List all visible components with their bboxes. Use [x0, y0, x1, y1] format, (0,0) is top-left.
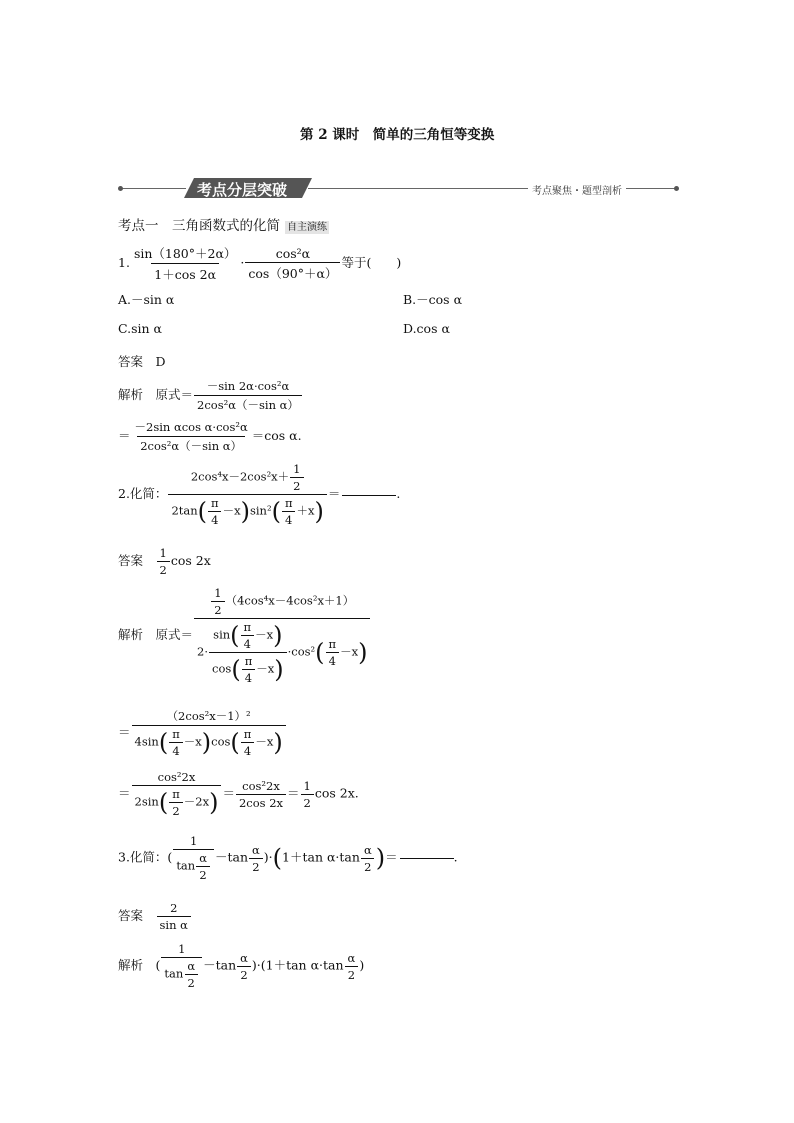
section-label: 考点一 三角函数式的化简 [118, 218, 280, 234]
minus-x: －x [183, 734, 202, 749]
q2-a3-den: 2sin( $\frac{\pi}{2}$ －2x) [132, 785, 222, 818]
banner-dot-left [118, 186, 123, 191]
section-tag: 自主演练 [286, 222, 327, 233]
q1-s1-num: －sin 2α·cos²α [206, 379, 290, 393]
answer-label: 答案 [118, 354, 144, 369]
four: 4 [241, 742, 254, 758]
minus-x: －x [255, 627, 274, 642]
alpha: α [240, 950, 248, 965]
two: 2 [345, 966, 358, 982]
four: 4 [169, 742, 182, 758]
close-paren: ) [359, 957, 365, 973]
alpha: α [199, 851, 207, 865]
q2-analysis-3 [118, 770, 359, 818]
open-paren: ( [155, 957, 161, 973]
q1-analysis-2 [118, 419, 302, 454]
q1-option-c: C.sin α [118, 321, 162, 336]
minus-x: －x [256, 661, 275, 676]
four: 4 [282, 511, 295, 527]
q2-stem [118, 462, 400, 527]
q3-number: 3.化简：( [118, 849, 173, 865]
pi: π [244, 654, 253, 668]
two: 2 [169, 802, 182, 818]
eq: ＝ [118, 785, 131, 801]
minus-tan: －tan [203, 957, 237, 973]
page-title: 第 2 课时 简单的三角恒等变换 [300, 127, 495, 143]
half-den: 2 [290, 477, 303, 493]
q2-a4-frac [236, 779, 286, 810]
half-num: 1 [214, 586, 222, 600]
four: 4 [326, 652, 339, 668]
q2-a3-frac [132, 770, 222, 818]
answer-label: 答案 [118, 908, 144, 923]
q1-number: 1. [118, 255, 130, 270]
minus-tan: －tan [214, 849, 249, 865]
two-dot: 2· [197, 644, 209, 659]
close-dot: )· [263, 849, 273, 865]
ans-tail: cos 2x [170, 553, 211, 568]
q1-s2-num: －2sin αcos α·cos²α [134, 420, 248, 434]
q2-a1-den: 2· sin( $\frac{\pi}{4}$ －x) cos( $\frac{\pi}{4}$ －x) ·cos²( $\frac{\pi}{4}$ －x) [194, 618, 370, 685]
eq: ＝ [222, 785, 235, 801]
q2-num [188, 462, 308, 494]
alpha: α [187, 959, 196, 973]
two: 2 [361, 858, 374, 874]
q2-yuanshi: 原式＝ [155, 627, 194, 642]
banner-right-text: 考点聚焦・题型剖析 [528, 182, 626, 197]
sin-label: sin [213, 627, 231, 642]
q1-s1-den: 2cos²α（－sin α） [194, 395, 302, 413]
sin-label: 4sin [134, 734, 159, 749]
q2-analysis-2 [118, 708, 287, 758]
q2-number: 2.化简： [118, 486, 168, 501]
q1-fraction-1 [131, 244, 239, 283]
q2-a1-paren: （4cos⁴x－4cos²x＋1） [225, 593, 355, 608]
analysis-label: 解析 [118, 627, 144, 642]
analysis-label: 解析 [118, 957, 144, 973]
pi: π [211, 496, 219, 510]
q2-a1-num [207, 586, 357, 618]
tan-label: 2tan [171, 503, 198, 518]
pi: π [172, 787, 180, 801]
half-num: 1 [303, 778, 311, 793]
q2-a1-frac [194, 586, 370, 685]
period: . [453, 849, 458, 865]
q1-yuanshi: 原式＝ [155, 387, 194, 402]
q3-blank [400, 857, 454, 859]
cos-label: cos [212, 661, 232, 676]
close-dot: )·(1＋tan α·tan [251, 957, 344, 973]
q2-a5-tail: cos 2x. [314, 785, 359, 801]
half-num: 1 [293, 462, 301, 476]
banner [118, 176, 680, 200]
q2-a2-num: （2cos²x－1）² [166, 709, 251, 723]
q3-answer [118, 901, 192, 932]
q1-s2-frac [132, 419, 251, 454]
half-den: 2 [301, 794, 314, 810]
open-paren: ( [272, 844, 283, 872]
q2-a4-den: 2cos 2x [236, 794, 286, 810]
two: 2 [185, 974, 198, 990]
q1-answer [118, 352, 166, 370]
q1-s2-den: 2cos²α（－sin α） [137, 436, 245, 454]
minus-x: －x [255, 734, 274, 749]
alpha: α [363, 842, 372, 857]
alpha: α [347, 950, 356, 965]
banner-main-text: 考点分层突破 [197, 181, 288, 199]
banner-line-left [120, 188, 186, 189]
q2-a3-num: cos²2x [157, 770, 196, 784]
ans-den: sin α [157, 916, 191, 932]
ans-num: 1 [159, 546, 167, 560]
dot-cos2: ·cos² [287, 644, 316, 659]
minus-x: －x [222, 503, 241, 518]
pi: π [284, 496, 293, 510]
eq: ＝ [287, 785, 300, 801]
q1-stem [118, 244, 401, 283]
q1-f1-den: 1＋cos 2α [151, 263, 219, 283]
q2-den: 2tan( $\frac{\pi}{4}$ －x)sin²( $\frac{\pi}{4}$ ＋x) [168, 494, 326, 527]
q2-num-main: 2cos⁴x－2cos²x＋ [190, 469, 290, 484]
q2-answer [118, 546, 211, 577]
q1-dot: · [240, 255, 245, 270]
pi: π [243, 727, 252, 741]
q1-f2-num: cos²α [275, 245, 311, 261]
q3-analysis [118, 942, 364, 990]
eq: ＝ [118, 428, 131, 443]
q1-option-d: D.cos α [403, 321, 450, 336]
alpha: α [252, 842, 260, 857]
q2-blank [342, 494, 396, 496]
one: 1 [178, 942, 186, 956]
analysis-label: 解析 [118, 387, 144, 402]
four: 4 [208, 511, 221, 527]
one: 1 [189, 834, 198, 848]
answer-label: 答案 [118, 553, 144, 568]
one-plus: 1＋tan α·tan [282, 849, 360, 865]
period: . [396, 486, 401, 501]
q2-a4-num: cos²2x [242, 778, 280, 793]
q2-a2-den: 4sin( $\frac{\pi}{4}$ －x)cos( $\frac{\pi}{4}$ －x) [132, 725, 286, 758]
q2-big-frac [168, 462, 326, 527]
ans-num: 2 [170, 901, 178, 915]
two: 2 [237, 966, 250, 982]
sin2-label: sin² [249, 503, 272, 518]
q1-option-a: A.－sin α [118, 292, 175, 307]
eq: ＝ [385, 849, 398, 865]
q3-stem [118, 834, 458, 882]
two: 2 [249, 858, 262, 874]
q1-f1-num: sin（180°＋2α） [133, 246, 237, 261]
q1-option-b: B.－cos α [403, 292, 463, 307]
tan-label: tan [176, 858, 196, 873]
sin-label: 2sin [134, 794, 159, 809]
two: 2 [196, 866, 209, 882]
q1-f2-den: cos（90°＋α） [245, 262, 340, 282]
pi: π [172, 727, 180, 741]
pi: π [328, 637, 337, 651]
section-heading [118, 214, 329, 234]
cos-label: cos [211, 734, 231, 749]
banner-dot-right [674, 186, 679, 191]
close-paren: ) [375, 844, 386, 872]
plus-x: ＋x [296, 503, 315, 518]
q1-s1-frac [194, 378, 302, 413]
eq: ＝ [118, 724, 131, 740]
q2-analysis-1 [118, 586, 371, 685]
q3-a-recip-frac [161, 942, 202, 990]
tan-label: tan [164, 966, 184, 981]
ans-den: 2 [157, 561, 170, 577]
q1-analysis-1 [118, 378, 303, 413]
pi: π [243, 620, 252, 634]
q2-eq: ＝ [327, 486, 341, 501]
q3-recip-frac [173, 834, 214, 882]
four: 4 [242, 669, 255, 685]
answer-value: D [155, 354, 166, 369]
q1-fraction-2 [245, 246, 340, 282]
half-den: 2 [211, 601, 224, 617]
q1-s2-tail: ＝cos α. [251, 428, 302, 443]
q1-suffix: 等于( ) [341, 255, 402, 270]
four: 4 [241, 635, 254, 651]
minus-x: －x [340, 644, 359, 659]
minus-2x: －2x [183, 794, 210, 809]
q2-a2-frac [132, 708, 286, 758]
